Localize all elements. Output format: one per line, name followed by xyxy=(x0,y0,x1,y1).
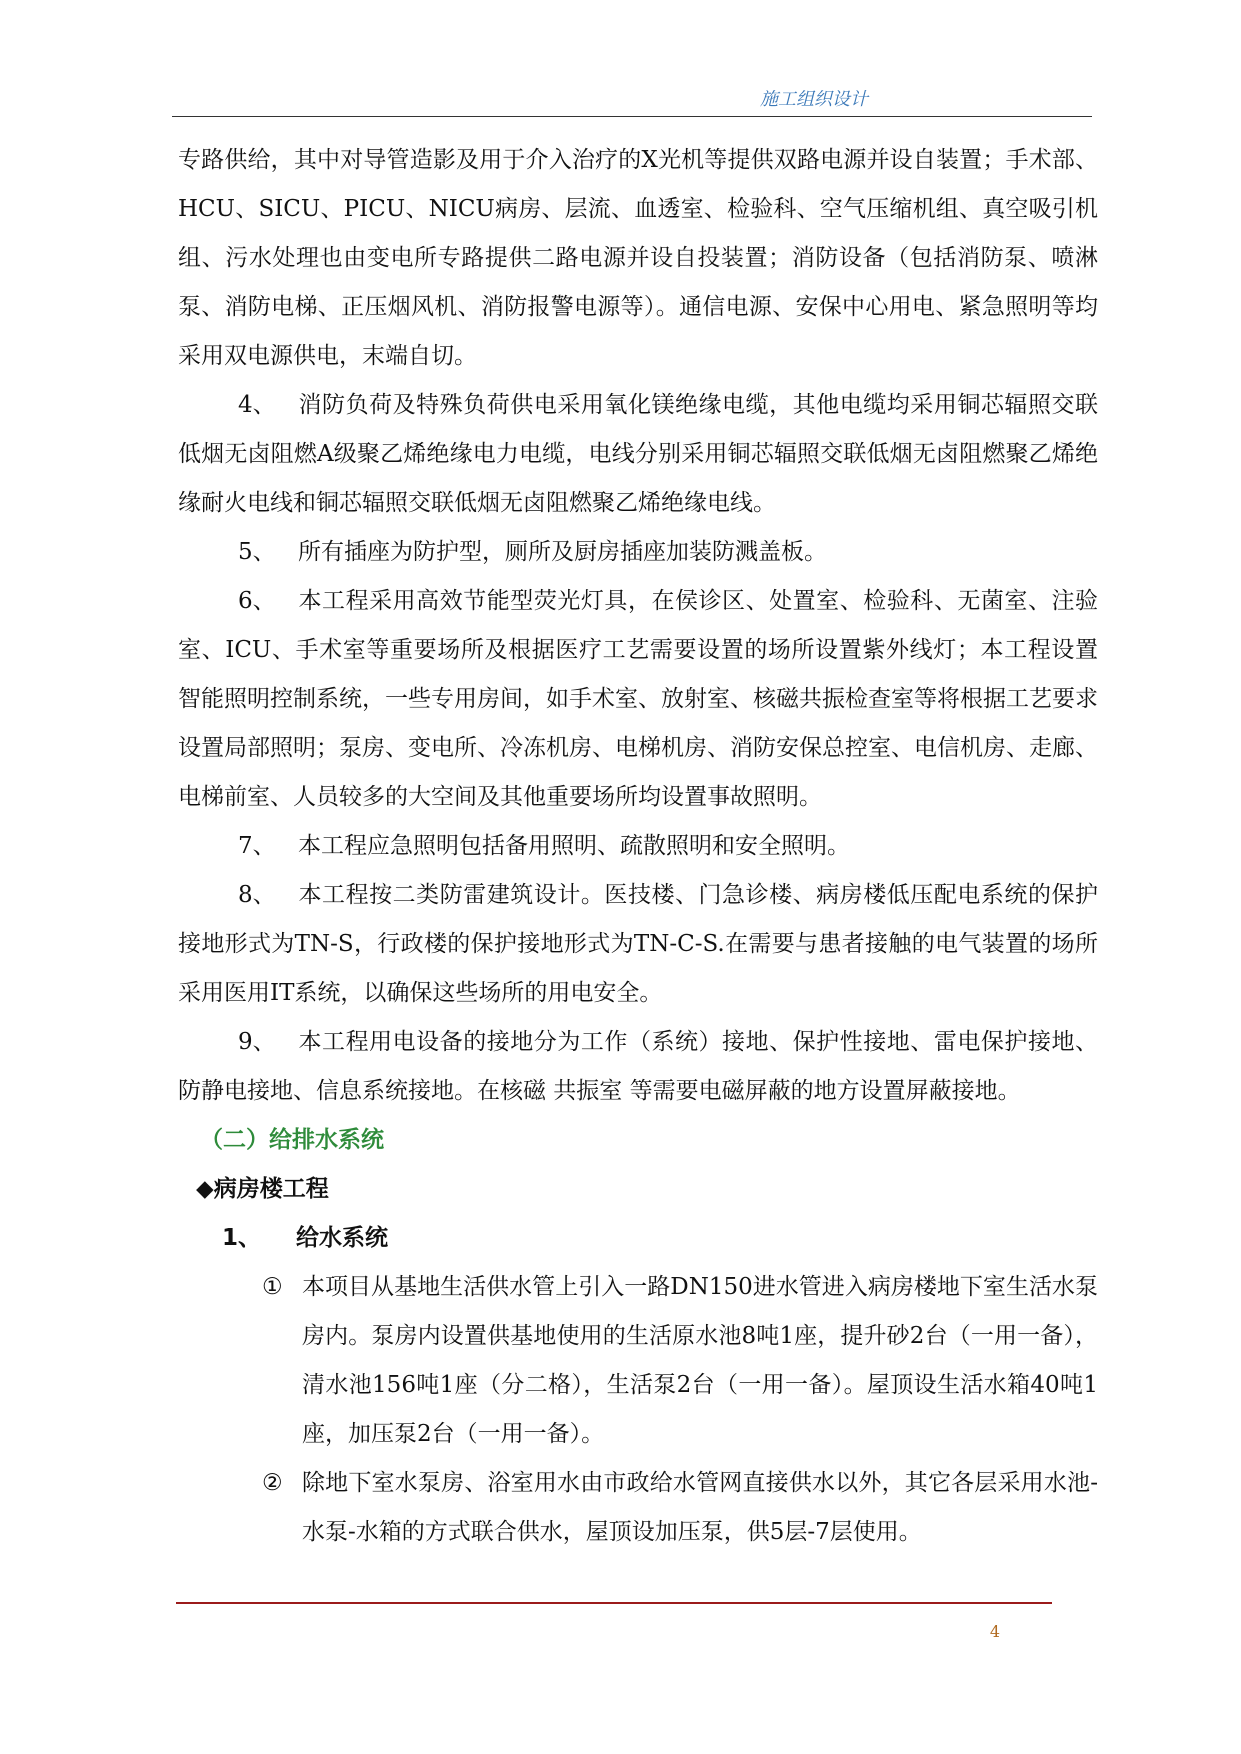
sub-sub-label: 给水系统 xyxy=(296,1225,388,1251)
item-number: 8、 xyxy=(238,882,276,908)
sub-sub-number: 1、 xyxy=(222,1225,262,1251)
header-rule xyxy=(172,116,1092,117)
item-text: 本工程采用高效节能型荧光灯具，在侯诊区、处置室、检验科、无菌室、注验室、ICU、手术室等重要场所及根据医疗工艺需要设置的场所设置紫外线灯；本工程设置智能照明控制系统，一些专用房间，如手术室、放射室、核磁共振检查室等将根据工艺要求设置局部照明；泵房、变电所、冷冻机房、电梯机房、消防安保总控室、电信机房、走廊、电梯前室、人员较多的大空间及其他重要场所均设置事故照明。 xyxy=(178,588,1098,810)
sub-heading: ◆病房楼工程 xyxy=(196,1176,329,1202)
item-number: 6、 xyxy=(238,588,276,614)
paragraph-item-7 xyxy=(178,822,1098,871)
list-item-text: 本项目从基地生活供水管上引入一路DN150进水管进入病房楼地下室生活水泵房内。泵房内设置供基地使用的生活原水池8吨1座，提升砂2台（一用一备），清水池156吨1座（分二格），生活泵2台（一用一备）。屋顶设生活水箱40吨1座，加压泵2台（一用一备）。 xyxy=(302,1274,1098,1447)
paragraph-item-5 xyxy=(178,528,1098,577)
section-heading: （二）给排水系统 xyxy=(200,1127,384,1153)
sub-sub-heading xyxy=(178,1214,1098,1263)
list-item-mark: ① xyxy=(262,1274,283,1300)
paragraph-item-6 xyxy=(178,577,1098,822)
page-header-title: 施工组织设计 xyxy=(760,89,868,110)
item-number: 9、 xyxy=(238,1029,276,1055)
list-item xyxy=(178,1263,1098,1459)
item-number: 5、 xyxy=(238,539,276,565)
list-item-mark: ② xyxy=(262,1470,283,1496)
item-text: 本工程应急照明包括备用照明、疏散照明和安全照明。 xyxy=(298,833,850,859)
item-number: 4、 xyxy=(238,392,276,418)
item-text: 所有插座为防护型，厕所及厨房插座加装防溅盖板。 xyxy=(298,539,827,565)
page-number: 4 xyxy=(989,1622,1001,1641)
paragraph-item-4 xyxy=(178,381,1098,528)
list-item xyxy=(178,1459,1098,1557)
list-item-text: 除地下室水泵房、浴室用水由市政给水管网直接供水以外，其它各层采用水池-水泵-水箱的方式联合供水，屋顶设加压泵，供5层-7层使用。 xyxy=(302,1470,1098,1545)
footer-rule xyxy=(176,1602,1052,1604)
paragraph-power-supply: 专路供给，其中对导管造影及用于介入治疗的X光机等提供双路电源并设自装置；手术部、HCU、SICU、PICU、NICU病房、层流、血透室、检验科、空气压缩机组、真空吸引机组、污水处理也由变电所专路提供二路电源并设自投装置；消防设备（包括消防泵、喷淋泵、消防电梯、正压烟风机、消防报警电源等）。通信电源、安保中心用电、紧急照明等均采用双电源供电，末端自切。 xyxy=(178,147,1098,369)
item-text: 本工程按二类防雷建筑设计。医技楼、门急诊楼、病房楼低压配电系统的保护接地形式为TN-S，行政楼的保护接地形式为TN-C-S.在需要与患者接触的电气装置的场所采用医用IT系统，以确保这些场所的用电安全。 xyxy=(178,882,1098,1006)
document-body xyxy=(178,136,1098,1557)
item-text: 本工程用电设备的接地分为工作（系统）接地、保护性接地、雷电保护接地、防静电接地、信息系统接地。在核磁 共振室 等需要电磁屏蔽的地方设置屏蔽接地。 xyxy=(178,1029,1098,1104)
item-number: 7、 xyxy=(238,833,276,859)
paragraph-item-8 xyxy=(178,871,1098,1018)
item-text: 消防负荷及特殊负荷供电采用氧化镁绝缘电缆，其他电缆均采用铜芯辐照交联低烟无卤阻燃A级聚乙烯绝缘电力电缆，电线分别采用铜芯辐照交联低烟无卤阻燃聚乙烯绝缘耐火电线和铜芯辐照交联低烟无卤阻燃聚乙烯绝缘电线。 xyxy=(178,392,1098,516)
paragraph-item-9 xyxy=(178,1018,1098,1116)
